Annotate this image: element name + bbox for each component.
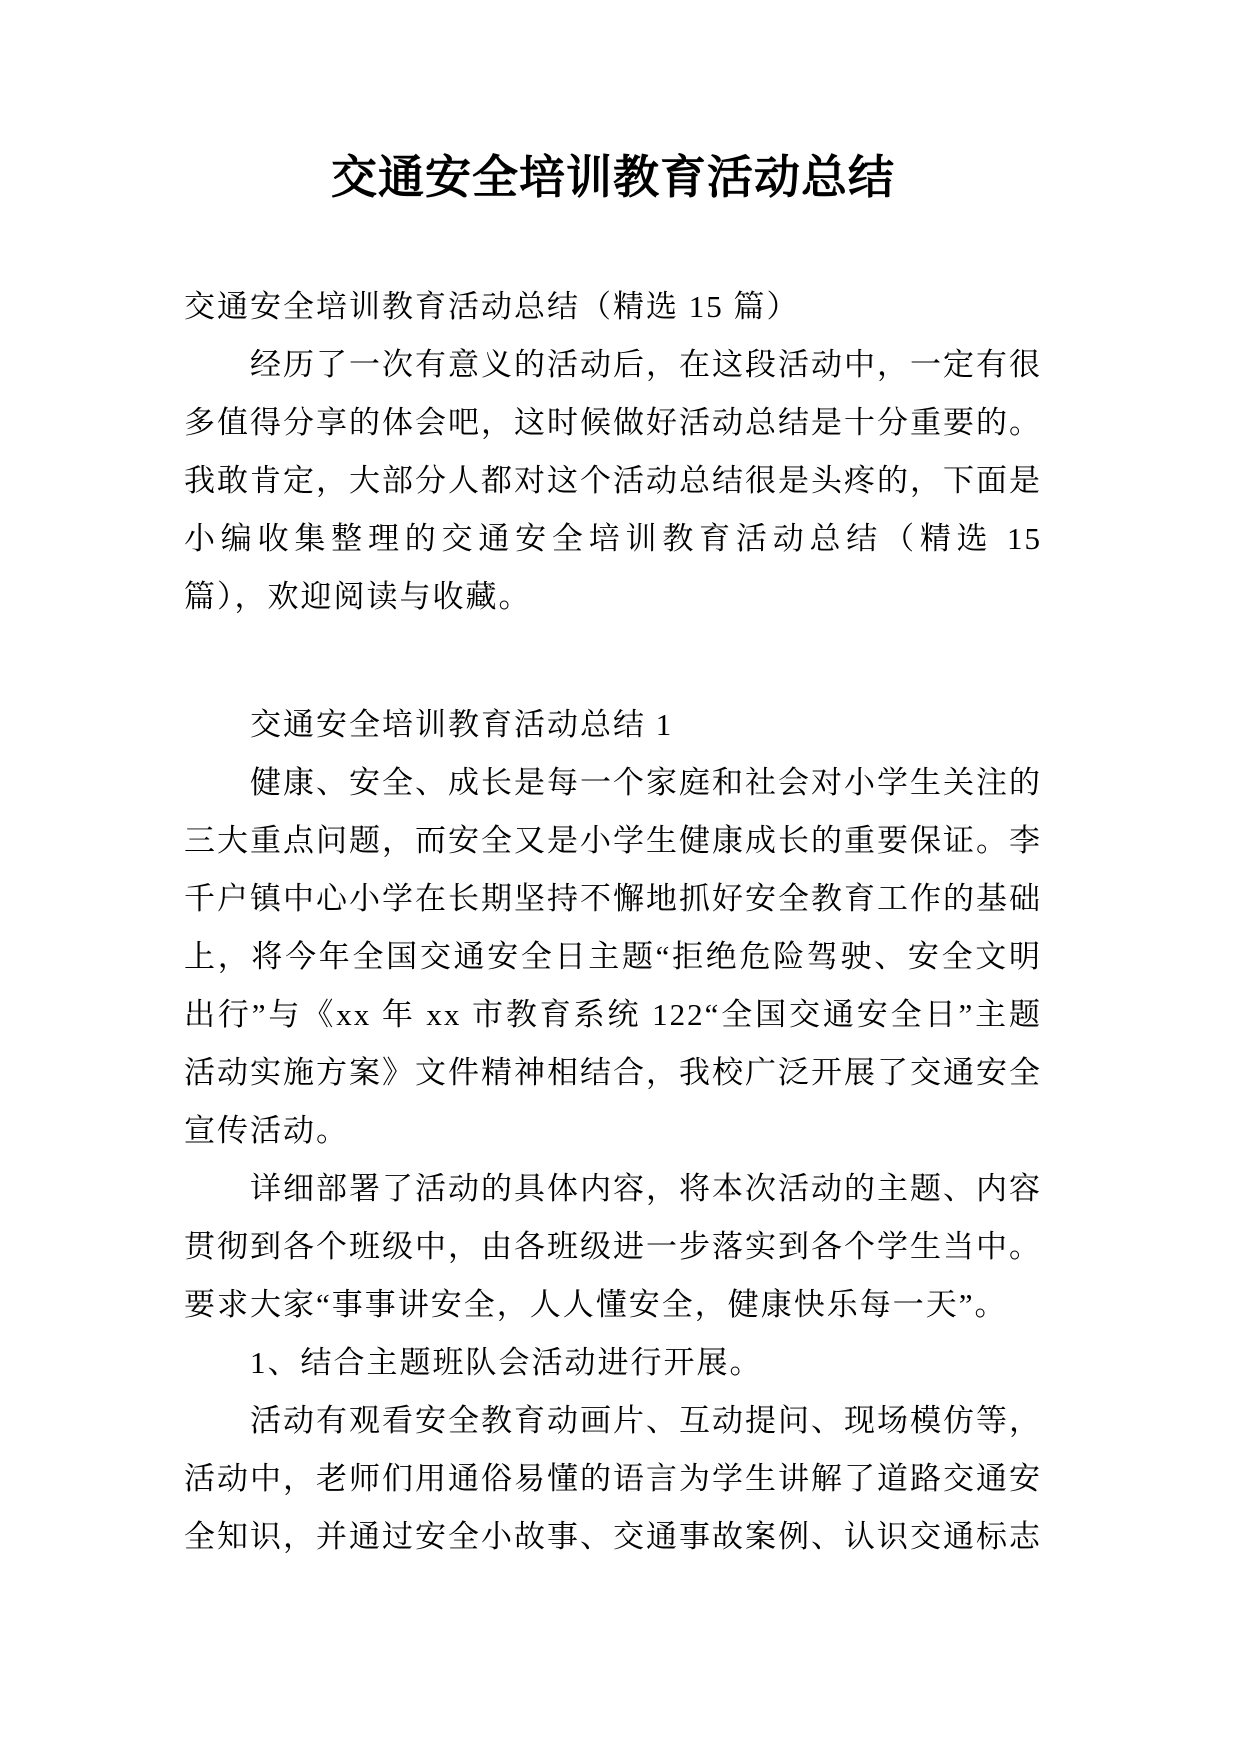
document-body [184, 278, 1042, 1566]
paragraph-list-item-1: 1、结合主题班队会活动进行开展。 [250, 1345, 763, 1380]
paragraph-intro: 经历了一次有意义的活动后，在这段活动中，一定有很多值得分享的体会吧，这时候做好活动总结是十分重要的。我敢肯定，大部分人都对这个活动总结很是头疼的，下面是小编收集整理的交通安全培训教育活动总结（精选 15 篇），欢迎阅读与收藏。 [184, 347, 1042, 614]
paragraph-section1-body-2: 详细部署了活动的具体内容，将本次活动的主题、内容贯彻到各个班级中，由各班级进一步落实到各个学生当中。要求大家“事事讲安全，人人懂安全，健康快乐每一天”。 [184, 1171, 1042, 1322]
document-title: 交通安全培训教育活动总结 [331, 152, 895, 203]
document-content [184, 0, 1042, 1566]
paragraph-section1-body-3: 活动有观看安全教育动画片、互动提问、现场模仿等，活动中，老师们用通俗易懂的语言为学生讲解了道路交通安全知识，并通过安全小故事、交通事故案例、认识交通标志 [184, 1403, 1042, 1554]
paragraph-section-heading-1: 交通安全培训教育活动总结 1 [250, 707, 674, 742]
blank-line-spacer [184, 626, 1042, 696]
paragraph-intro-heading: 交通安全培训教育活动总结（精选 15 篇） [184, 289, 800, 324]
paragraph-section1-body-1: 健康、安全、成长是每一个家庭和社会对小学生关注的三大重点问题，而安全又是小学生健康成长的重要保证。李千户镇中心小学在长期坚持不懈地抓好安全教育工作的基础上，将今年全国交通安全日主题“拒绝危险驾驶、安全文明出行”与《xx 年 xx 市教育系统 122“全国交通安全日”主题活动实施方案》文件精神相结合，我校广泛开展了交通安全宣传活动。 [184, 765, 1042, 1148]
